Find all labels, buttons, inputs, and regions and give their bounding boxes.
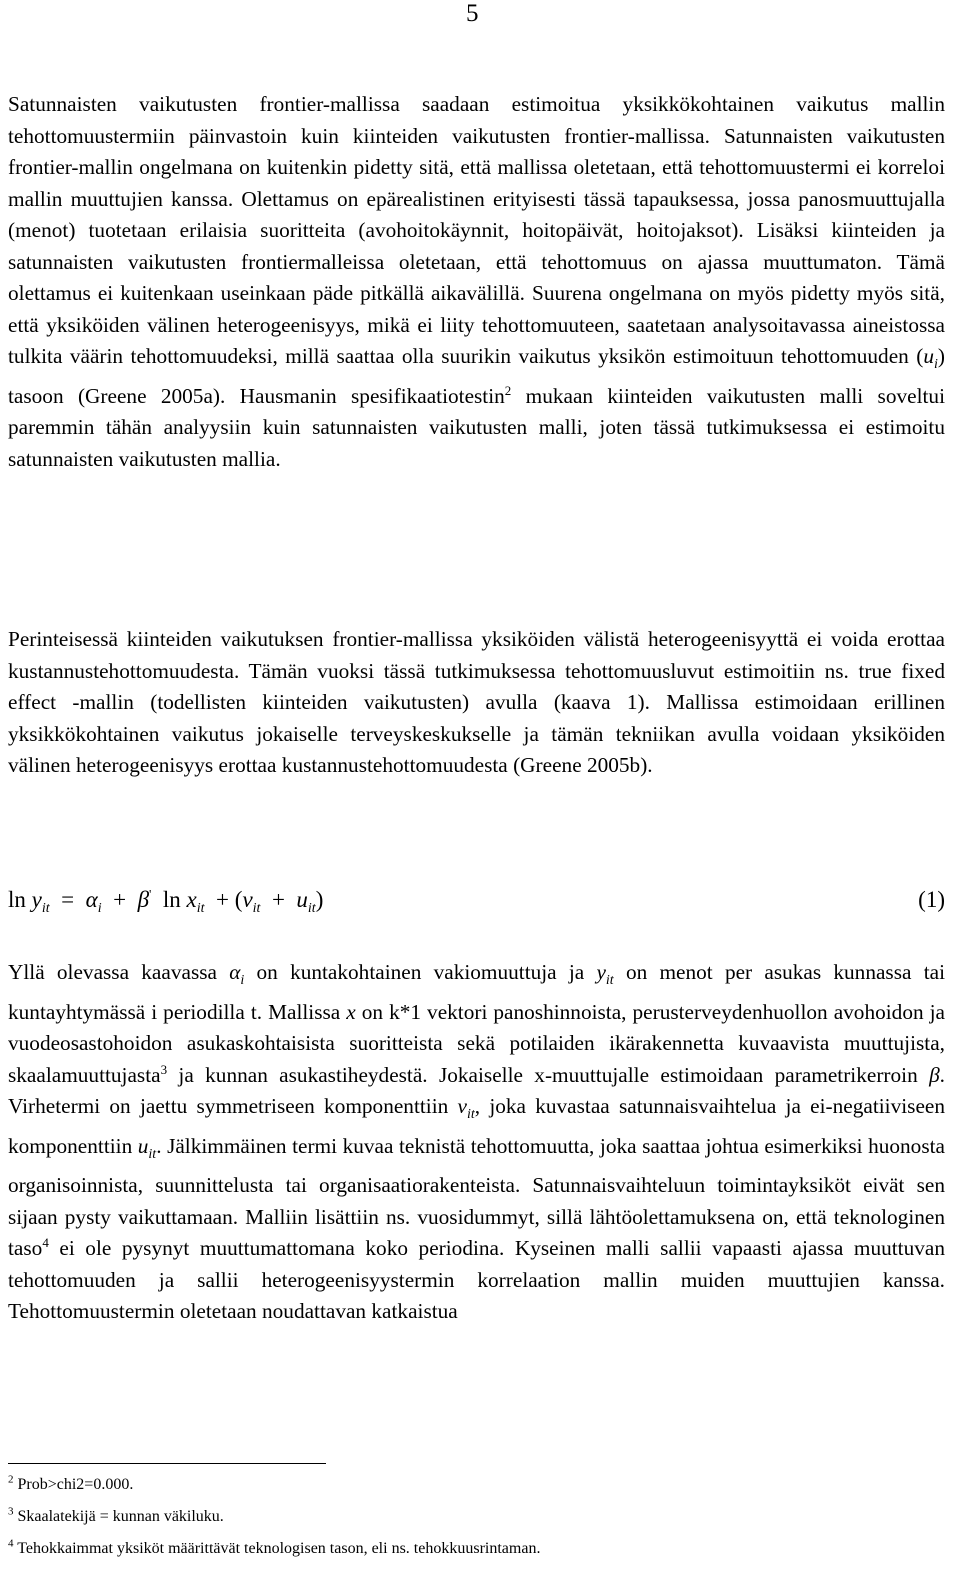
footnotes [8, 1475, 945, 1571]
y-inline: y [596, 960, 606, 984]
v-inline: v [457, 1094, 467, 1118]
equation-number: (1) [918, 887, 945, 912]
footnote-ref-4: 4 [42, 1234, 49, 1250]
paren-open: ( [234, 887, 243, 912]
equation-1 [8, 885, 945, 925]
footnote-3 [8, 1507, 945, 1539]
v-inline-sub: it [466, 1107, 475, 1122]
footnote-text: Tehokkaimmat yksiköt määrittävät teknologisen tason, eli ns. tehokkuusrintaman. [17, 1540, 541, 1557]
footnote-divider [8, 1463, 326, 1464]
footnote-text: Skaalatekijä = kunnan väkiluku. [17, 1508, 224, 1525]
p3-f: . Virhetermi on jaettu symmetriseen komponenttiin [8, 1062, 945, 1118]
alpha-inline-sub: i [240, 973, 245, 988]
footnote-mark: 3 [8, 1505, 14, 1518]
y-var: y [31, 887, 42, 912]
footnote-ref-3: 3 [160, 1061, 168, 1077]
footnote-2 [8, 1475, 945, 1507]
ln-op: ln [8, 887, 26, 912]
p3-i: ei ole pysynyt muuttumattomana koko periodina. Kyseinen malli sallii vapaasti ajassa muuttuvan tehottomuuden ja sallii heterogeenisyystermin korrelaation mallin muiden muuttujien kanssa. Tehottomuustermin oletetaan noudattavan katkaistua [8, 1236, 945, 1323]
footnote-mark: 4 [8, 1537, 14, 1550]
p3-g: , joka kuvastaa satunnaisvaihtelua ja ei-negatiiviseen komponenttiin [8, 1094, 945, 1158]
page-number: 5 [466, 0, 479, 27]
ln-op-2: ln [162, 887, 181, 912]
p1-text-b: ) tasoon (Greene 2005a). Hausmanin spesifikaatiotestin [8, 344, 945, 408]
u-inline: u [137, 1133, 149, 1158]
u-subscript: i [934, 357, 938, 372]
y-inline-sub: it [605, 973, 614, 988]
beta-inline: β [929, 1062, 940, 1087]
paragraph-1 [8, 89, 945, 475]
alpha-var: α [85, 887, 98, 912]
prime: ' [149, 886, 152, 902]
plus-3: + [271, 887, 285, 912]
p2-text: Perinteisessä kiinteiden vaikutuksen frontier-mallissa yksiköiden välistä heterogeenisyyttä ei voida erottaa kustannustehottomuudesta. Tämän vuoksi tässä tutkimuksessa tehottomuusluvut estimoitiin ns. true fixed effect -mallin (todellisten kiinteiden vaikutusten) avulla (kaava 1). Mallissa estimoidaan erillinen yksikkökohtainen vaikutus jokaiselle terveyskeskukselle ja tämän tekniikan avulla voidaan yksiköiden välinen heterogeenisyys erottaa kustannustehottomuudesta (Greene 2005b). [8, 627, 945, 777]
v-sub: it [252, 901, 261, 916]
footnote-4 [8, 1539, 945, 1571]
p1-text-c: mukaan kiinteiden vaikutusten malli soveltui paremmin tähän analyysiin kuin satunnaisten vaikutusten malli, joten tässä tutkimuksessa ei estimoitu satunnaisten vaikutusten mallia. [8, 383, 945, 471]
p3-e: ja kunnan asukastiheydestä. Jokaiselle x-muuttujalle estimoidaan parametrikerroin [167, 1062, 930, 1087]
y-sub: it [41, 901, 50, 916]
v-var: v [242, 887, 253, 912]
p3-b: on kuntakohtainen vakiomuuttuja ja [244, 960, 597, 984]
beta-var: β [137, 887, 150, 912]
p3-d: on k*1 vektori panoshinnoista, perusterveydenhuollon avohoidon ja vuodeosastohoidon asukaskohtaisista suoritteista sekä potilaiden ikärakennetta kuvaavista muuttujista, skaalamuuttujasta [8, 999, 946, 1087]
alpha-inline: α [229, 960, 241, 984]
alpha-sub: i [97, 901, 102, 916]
u-sub: it [307, 901, 316, 916]
p3-h: . Jälkimmäinen termi kuvaa teknistä tehottomuutta, joka saattaa johtua esimerkiksi huonosta organisoinnista, suunnittelusta tai organisaatiorakenteista. Satunnaisvaihteluun toimintayksiköt eivät sen sijaan pysty vaikuttamaan. Malliin lisättiin ns. vuosidummyt, sillä lähtöolettamuksena on, että teknologinen taso [8, 1133, 945, 1260]
x-sub: it [196, 901, 205, 916]
u-inline-sub: it [148, 1146, 157, 1162]
x-var: x [186, 887, 197, 912]
equation-body [8, 887, 323, 917]
footnote-mark: 2 [8, 1473, 14, 1486]
u-var: u [296, 887, 308, 912]
footnote-text: Prob>chi2=0.000. [17, 1476, 134, 1493]
plus-2: + [216, 887, 230, 912]
paragraph-3 [8, 957, 945, 1328]
footnote-ref-2: 2 [504, 382, 512, 398]
plus-1: + [113, 887, 127, 912]
u-symbol: u [923, 344, 935, 368]
p1-text-a: Satunnaisten vaikutusten frontier-mallissa saadaan estimoitua yksikkökohtainen vaikutus mallin tehottomuustermiin päinvastoin kuin kiinteiden vaikutusten frontier-mallissa. Satunnaisten vaikutusten frontier-mallin ongelmana on kuitenkin pidetty sitä, että mallissa oletetaan, että tehottomuustermi ei korreloi mallin muuttujien kanssa. Olettamus on epärealistinen erityisesti tässä tapauksessa, jossa panosmuuttujalla (menot) tuotetaan erilaisia suoritteita (avohoitokäynnit, hoitopäivät, hoitojaksot). Lisäksi kiinteiden ja satunnaisten vaikutusten frontiermalleissa oletetaan, että tehottomuus on ajassa muuttumaton. Tämä olettamus ei kuitenkaan useinkaan päde pitkällä aikavälillä. Suurena ongelmana on myös pidetty myös sitä, että yksiköiden välinen heterogeenisyys, mikä ei liity tehottomuuteen, saatetaan analysoitavassa aineistossa tulkita väärin tehottomuudeksi, millä saattaa olla suurikin vaikutus yksikön estimoituun tehottomuuden ( [8, 92, 945, 368]
x-inline: x [346, 999, 356, 1024]
p3-c: on menot per asukas kunnassa tai kuntayhtymässä i periodilla t. Mallissa [8, 960, 945, 1024]
p3-a: Yllä olevassa kaavassa [8, 960, 230, 984]
paragraph-2 [8, 624, 945, 782]
equals: = [61, 887, 75, 912]
paren-close: ) [315, 887, 324, 912]
